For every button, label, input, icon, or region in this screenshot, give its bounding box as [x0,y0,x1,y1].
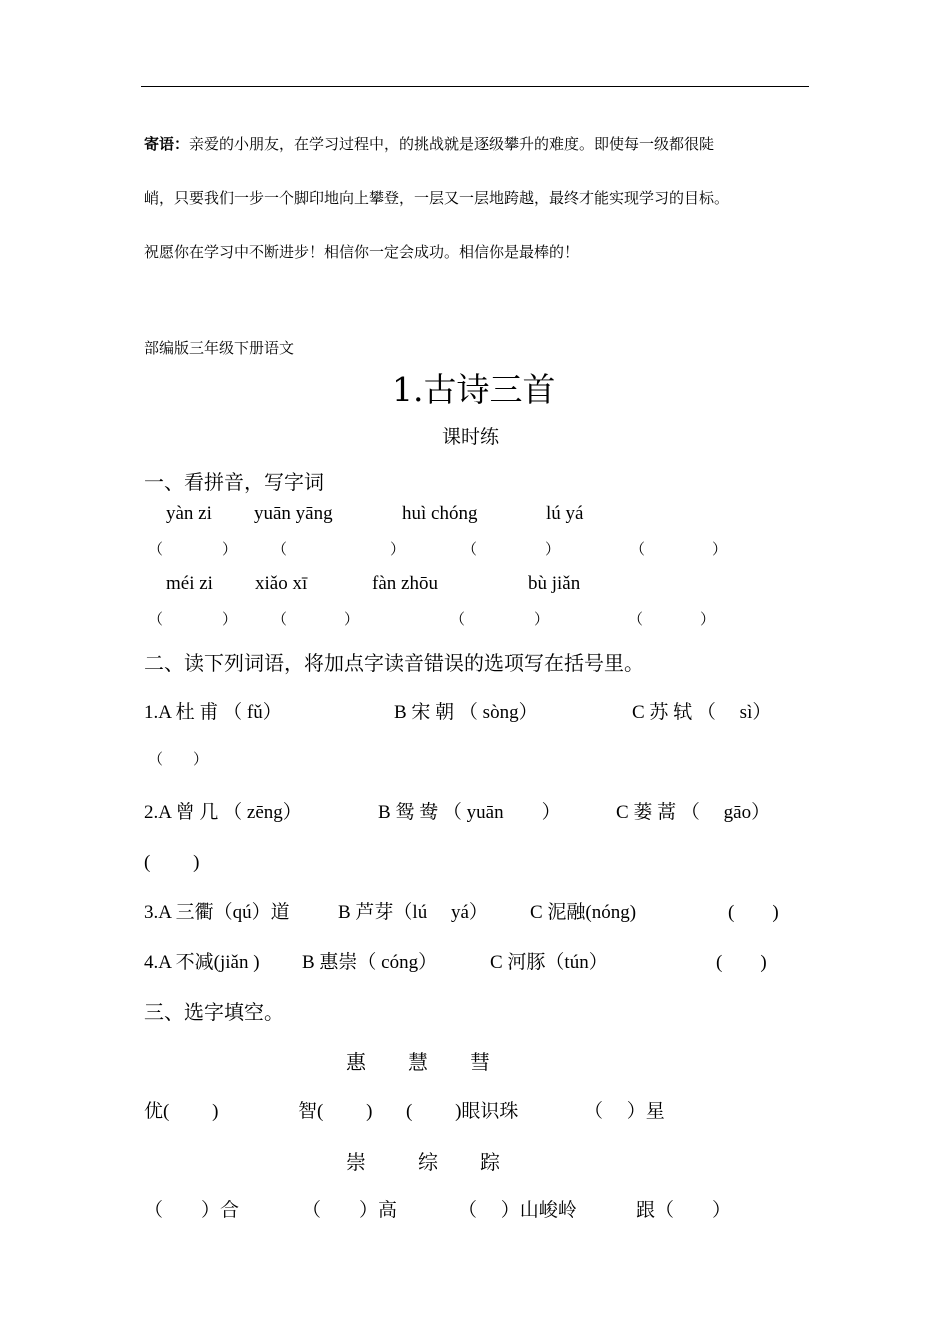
page-title: 1.古诗三首 [392,370,556,409]
question-option: B 芦芽（lú yá） [338,902,488,923]
question-option: C 泥融(nóng) [530,902,637,923]
pinyin-item: yuān yāng [254,503,333,524]
question-option: 1.A 杜 甫 （ fǔ） [144,702,282,723]
fill-blank-item: 优( ) [144,1101,219,1122]
answer-blank: （ [630,540,646,558]
fill-blank-item: （ ）星 [584,1101,665,1122]
choice-char: 踪 [480,1150,500,1174]
section3-heading: 三、选字填空。 [144,1000,284,1024]
choice-char: 惠 [346,1050,366,1074]
pinyin-item: fàn zhōu [372,573,438,594]
answer-blank: （ [272,610,288,628]
question-option: B 宋 朝 （ sòng） [394,702,538,723]
fill-blank-item: （ ）山峻岭 [458,1200,577,1221]
pinyin-item: lú yá [546,503,584,524]
answer-blank: ( ) [144,852,200,873]
answer-blank: ） [534,610,550,628]
message-line-2: 峭，只要我们一步一个脚印地向上攀登，一层又一层地跨越，最终才能实现学习的目标。 [144,189,730,207]
page-subtitle: 课时练 [442,426,500,448]
answer-blank: （ [148,540,164,558]
pinyin-item: xiǎo xī [255,573,308,594]
section1-heading: 一、看拼音，写字词 [144,470,324,494]
choice-char: 综 [418,1150,438,1174]
question-option: 3.A 三衢（qú）道 [144,902,290,923]
answer-blank: ） [712,540,728,558]
answer-blank: （ [462,540,478,558]
textbook-label: 部编版三年级下册语文 [144,339,295,357]
question-option: C 蒌 蒿 （ gāo） [616,802,771,823]
fill-blank-item: （ ）高 [302,1200,398,1221]
message-line-1: 寄语：亲爱的小朋友，在学习过程中，的挑战就是逐级攀升的难度。即使每一级都很陡 [144,135,715,153]
choice-char: 崇 [346,1150,366,1174]
answer-blank: ( ) [728,902,779,923]
section2-heading: 二、读下列词语，将加点字读音错误的选项写在括号里。 [144,651,644,675]
answer-blank: ） [222,540,238,558]
answer-blank: ( ) [716,952,767,973]
fill-blank-item: 智( ) [298,1101,373,1122]
choice-char: 慧 [408,1050,428,1074]
pinyin-item: yàn zi [166,503,212,524]
choice-char: 彗 [470,1050,490,1074]
question-option: B 鸳 鸯 （ yuān ） [378,802,561,823]
fill-blank-item: 跟（ ） [636,1200,732,1221]
answer-blank: ） [700,610,716,628]
question-option: C 苏 轼 （ sì） [632,702,772,723]
message-line-3: 祝愿你在学习中不断进步！相信你一定会成功。相信你是最棒的！ [144,243,580,261]
fill-blank-item: ( )眼识珠 [406,1101,519,1122]
answer-blank: ） [545,540,561,558]
answer-blank: （ [148,610,164,628]
answer-blank: （ [450,610,466,628]
pinyin-item: bù jiǎn [528,573,581,594]
answer-blank: ） [222,610,238,628]
question-option: 4.A 不减(jiǎn ) [144,952,260,973]
answer-blank: （ ） [148,750,209,768]
pinyin-item: méi zi [166,573,213,594]
answer-blank: ） [390,540,406,558]
question-option: C 河豚（tún） [490,952,608,973]
answer-blank: （ [272,540,288,558]
message-label: 寄语： [144,135,190,153]
question-option: 2.A 曾 几 （ zēng） [144,802,302,823]
answer-blank: （ [628,610,644,628]
pinyin-item: huì chóng [402,503,478,524]
fill-blank-item: （ ）合 [144,1200,240,1221]
header-rule [141,86,809,87]
answer-blank: ） [344,610,360,628]
question-option: B 惠崇（ cóng） [302,952,438,973]
